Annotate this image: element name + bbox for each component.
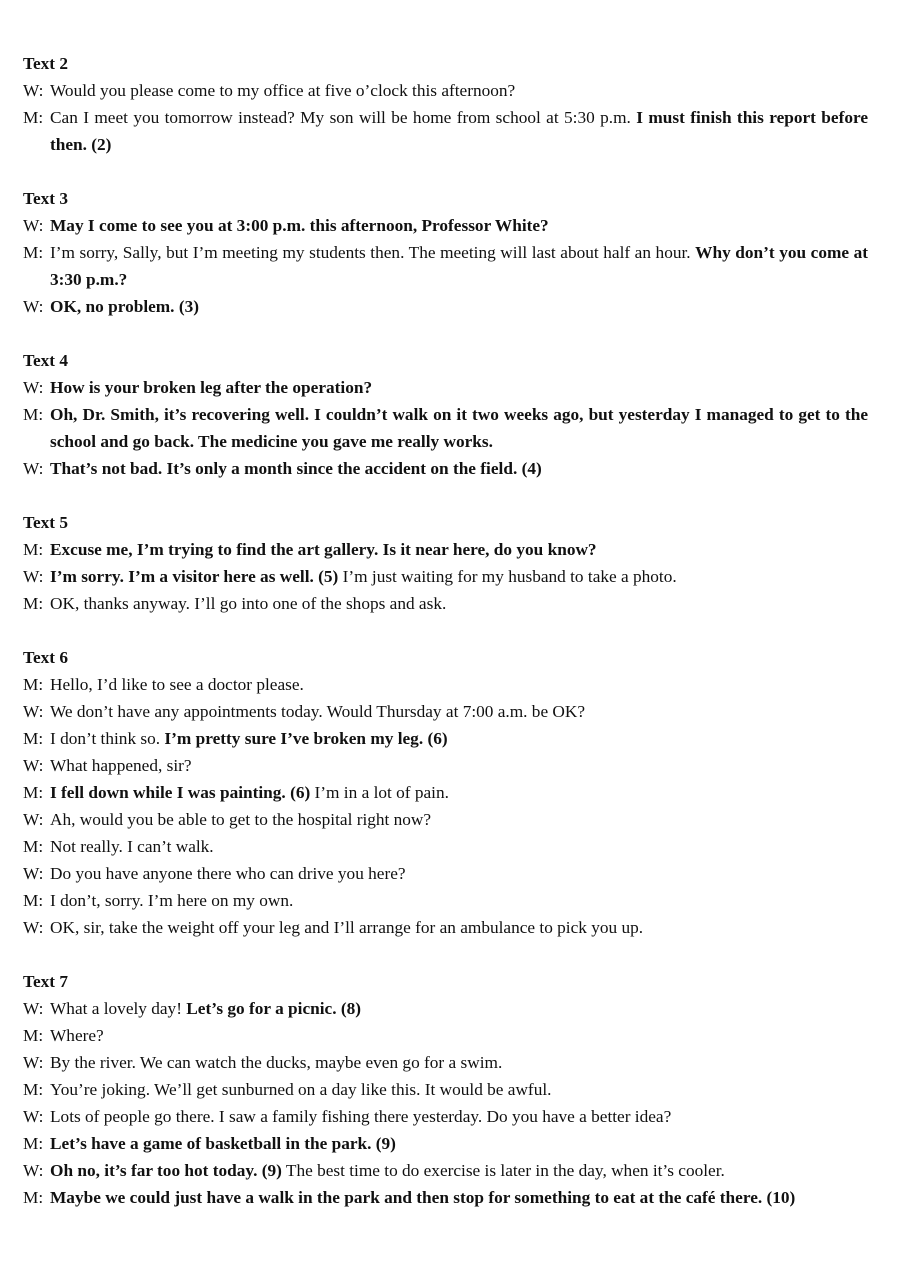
dialogue-segment: OK, thanks anyway. I’ll go into one of the shops and ask.	[50, 594, 447, 613]
dialogue-segment: Ah, would you be able to get to the hospital right now?	[50, 810, 432, 829]
dialogue-line	[23, 833, 868, 860]
dialogue-segment: What happened, sir?	[50, 756, 192, 775]
speaker-label: W:	[23, 810, 44, 829]
dialogue-segment: You’re joking. We’ll get sunburned on a day like this. It would be awful.	[50, 1080, 552, 1099]
dialogue-text	[50, 860, 868, 887]
dialogue-line	[23, 995, 868, 1022]
dialogue-segment: I’m just waiting for my husband to take a photo.	[338, 567, 677, 586]
dialogue-text	[50, 779, 868, 806]
speaker-label: W:	[23, 918, 44, 937]
speaker-label: M:	[23, 675, 44, 694]
dialogue-section	[23, 185, 868, 320]
dialogue-segment: Hello, I’d like to see a doctor please.	[50, 675, 304, 694]
speaker-label: M:	[23, 1134, 44, 1153]
dialogue-line	[23, 725, 868, 752]
dialogue-section	[23, 509, 868, 617]
dialogue-line	[23, 1157, 868, 1184]
dialogue-text	[50, 833, 868, 860]
dialogue-segment: OK, sir, take the weight off your leg and I’ll arrange for an ambulance to pick you up.	[50, 918, 644, 937]
dialogue-text	[50, 455, 868, 482]
dialogue-text	[50, 1076, 868, 1103]
dialogue-segment: I’m sorry, Sally, but I’m meeting my students then. The meeting will last about half an hour.	[50, 243, 696, 262]
section-title: Text 5	[23, 513, 68, 532]
speaker-label: W:	[23, 81, 44, 100]
dialogue-text	[50, 1022, 868, 1049]
dialogue-text	[50, 698, 868, 725]
speaker-label: W:	[23, 567, 44, 586]
dialogue-line	[23, 293, 868, 320]
dialogue-line	[23, 914, 868, 941]
dialogue-text	[50, 914, 868, 941]
section-title: Text 2	[23, 54, 68, 73]
speaker-label: W:	[23, 1053, 44, 1072]
dialogue-text	[50, 536, 868, 563]
dialogue-line	[23, 104, 868, 158]
dialogue-line	[23, 752, 868, 779]
answer-highlight: I’m pretty sure I’ve broken my leg. (6)	[164, 729, 448, 748]
dialogue-text	[50, 374, 868, 401]
dialogue-line	[23, 590, 868, 617]
dialogue-line	[23, 563, 868, 590]
speaker-label: M:	[23, 729, 44, 748]
dialogue-line	[23, 1130, 868, 1157]
speaker-label: M:	[23, 540, 44, 559]
dialogue-segment: Where?	[50, 1026, 104, 1045]
dialogue-text	[50, 995, 868, 1022]
answer-highlight: OK, no problem. (3)	[50, 297, 199, 316]
speaker-label: W:	[23, 702, 44, 721]
speaker-label: W:	[23, 297, 44, 316]
dialogue-segment: Can I meet you tomorrow instead? My son will be home from school at 5:30 p.m.	[50, 108, 637, 127]
dialogue-segment: Would you please come to my office at five o’clock this afternoon?	[50, 81, 516, 100]
dialogue-line	[23, 779, 868, 806]
dialogue-segment: We don’t have any appointments today. Would Thursday at 7:00 a.m. be OK?	[50, 702, 586, 721]
speaker-label: W:	[23, 1107, 44, 1126]
speaker-label: M:	[23, 1026, 44, 1045]
dialogue-segment: Do you have anyone there who can drive you here?	[50, 864, 406, 883]
dialogue-section	[23, 50, 868, 158]
speaker-label: W:	[23, 459, 44, 478]
dialogue-line	[23, 536, 868, 563]
section-title: Text 7	[23, 972, 68, 991]
dialogue-segment: I don’t think so.	[50, 729, 165, 748]
answer-highlight: Let’s go for a picnic. (8)	[186, 999, 361, 1018]
dialogue-text	[50, 212, 868, 239]
answer-highlight: Maybe we could just have a walk in the park and then stop for something to eat at the café there. (10)	[50, 1188, 796, 1207]
section-title: Text 6	[23, 648, 68, 667]
dialogue-section	[23, 968, 868, 1211]
dialogue-text	[50, 725, 868, 752]
dialogue-text	[50, 1184, 868, 1211]
dialogue-section	[23, 644, 868, 941]
dialogue-line	[23, 455, 868, 482]
dialogue-text	[50, 806, 868, 833]
dialogue-segment: I’m in a lot of pain.	[310, 783, 449, 802]
speaker-label: W:	[23, 864, 44, 883]
dialogue-text	[50, 1157, 868, 1184]
answer-highlight: May I come to see you at 3:00 p.m. this afternoon, Professor White?	[50, 216, 549, 235]
dialogue-segment: What a lovely day!	[50, 999, 187, 1018]
answer-highlight: Oh, Dr. Smith, it’s recovering well. I couldn’t walk on it two weeks ago, but yesterday I managed to get to the school and go back. The medicine you gave me really works.	[50, 405, 868, 451]
speaker-label: M:	[23, 1080, 44, 1099]
dialogue-line	[23, 887, 868, 914]
speaker-label: M:	[23, 891, 44, 910]
speaker-label: W:	[23, 216, 44, 235]
answer-highlight: I must finish this report before then. (2)	[50, 108, 869, 154]
dialogue-line	[23, 1049, 868, 1076]
dialogue-line	[23, 1184, 868, 1211]
dialogue-text	[50, 293, 868, 320]
speaker-label: M:	[23, 783, 44, 802]
section-title: Text 3	[23, 189, 68, 208]
speaker-label: M:	[23, 243, 44, 262]
section-title: Text 4	[23, 351, 68, 370]
dialogue-line	[23, 212, 868, 239]
dialogue-text	[50, 1103, 868, 1130]
dialogue-text	[50, 752, 868, 779]
dialogue-line	[23, 1076, 868, 1103]
speaker-label: M:	[23, 594, 44, 613]
dialogue-section	[23, 347, 868, 482]
dialogue-segment: I don’t, sorry. I’m here on my own.	[50, 891, 294, 910]
speaker-label: M:	[23, 405, 44, 424]
speaker-label: W:	[23, 378, 44, 397]
answer-highlight: That’s not bad. It’s only a month since the accident on the field. (4)	[50, 459, 542, 478]
dialogue-segment: Not really. I can’t walk.	[50, 837, 214, 856]
speaker-label: M:	[23, 1188, 44, 1207]
dialogue-line	[23, 77, 868, 104]
speaker-label: W:	[23, 1161, 44, 1180]
answer-highlight: Oh no, it’s far too hot today. (9)	[50, 1161, 282, 1180]
dialogue-text	[50, 104, 868, 158]
answer-highlight: I’m sorry. I’m a visitor here as well. (5)	[50, 567, 339, 586]
speaker-label: M:	[23, 837, 44, 856]
dialogue-text	[50, 1130, 868, 1157]
answer-highlight: Excuse me, I’m trying to find the art gallery. Is it near here, do you know?	[50, 540, 597, 559]
transcript-page	[23, 50, 868, 1238]
answer-highlight: How is your broken leg after the operation?	[50, 378, 373, 397]
dialogue-line	[23, 239, 868, 293]
speaker-label: W:	[23, 999, 44, 1018]
dialogue-text	[50, 77, 868, 104]
answer-highlight: Let’s have a game of basketball in the park. (9)	[50, 1134, 396, 1153]
dialogue-text	[50, 671, 868, 698]
dialogue-line	[23, 671, 868, 698]
answer-highlight: I fell down while I was painting. (6)	[50, 783, 311, 802]
dialogue-line	[23, 806, 868, 833]
dialogue-text	[50, 590, 868, 617]
dialogue-line	[23, 860, 868, 887]
dialogue-segment: Lots of people go there. I saw a family fishing there yesterday. Do you have a better idea?	[50, 1107, 672, 1126]
dialogue-line	[23, 698, 868, 725]
answer-highlight: Why don’t you come at 3:30 p.m.?	[50, 243, 868, 289]
dialogue-line	[23, 374, 868, 401]
dialogue-text	[50, 887, 868, 914]
dialogue-segment: The best time to do exercise is later in the day, when it’s cooler.	[281, 1161, 725, 1180]
dialogue-line	[23, 1022, 868, 1049]
speaker-label: M:	[23, 108, 44, 127]
dialogue-segment: By the river. We can watch the ducks, maybe even go for a swim.	[50, 1053, 503, 1072]
dialogue-line	[23, 1103, 868, 1130]
dialogue-text	[50, 563, 868, 590]
dialogue-text	[50, 239, 868, 293]
speaker-label: W:	[23, 756, 44, 775]
dialogue-text	[50, 1049, 868, 1076]
dialogue-line	[23, 401, 868, 455]
dialogue-text	[50, 401, 868, 455]
